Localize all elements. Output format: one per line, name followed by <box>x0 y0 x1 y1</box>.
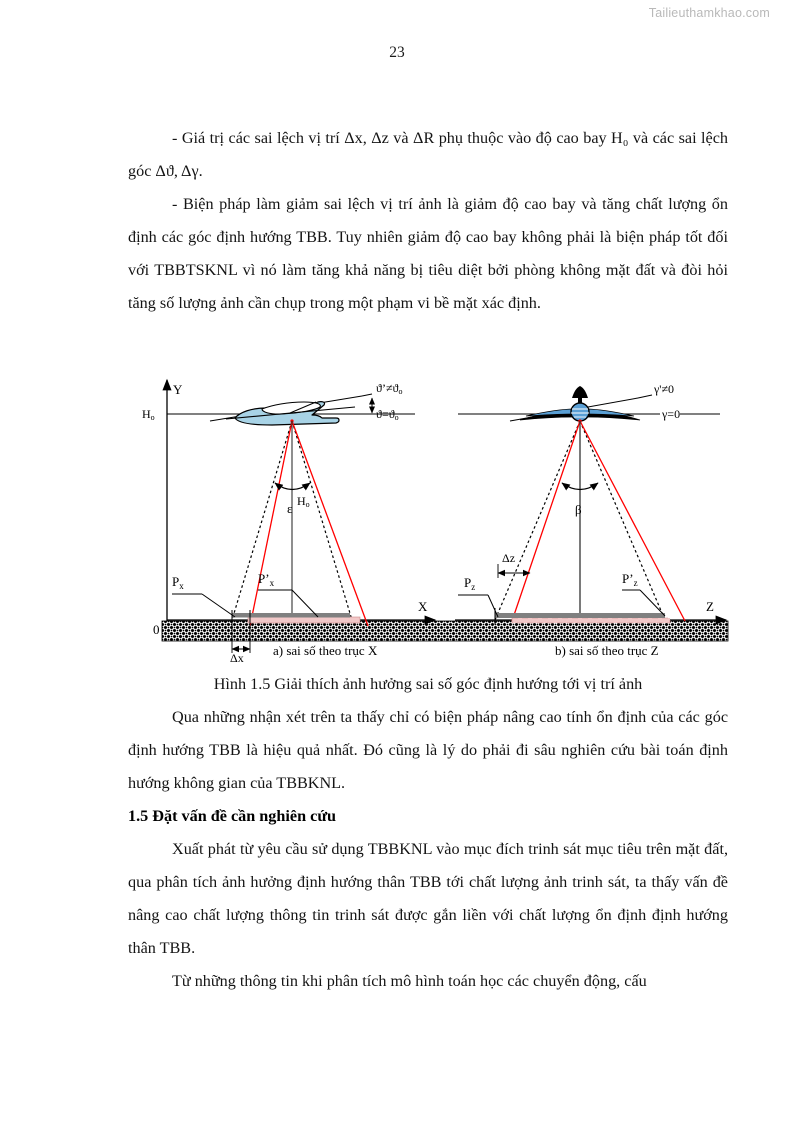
image-bar-shifted-left <box>248 617 360 623</box>
caption-panel-z: b) sai số theo trục Z <box>555 643 659 658</box>
page-number: 23 <box>389 44 405 61</box>
pxprime-leader-d <box>292 590 318 617</box>
paragraph-5: Từ những thông tin khi phân tích mô hình toán học các chuyển động, cấu <box>172 972 647 990</box>
error-ray-right-1 <box>512 421 580 621</box>
pxprime-label: $P’_x$ <box>258 571 275 588</box>
y-axis-label: Y <box>173 382 183 397</box>
pzprime-leader-d <box>640 590 665 616</box>
pitch-error-leader <box>362 394 372 396</box>
roll-error-label: γ'≠0 <box>654 382 675 396</box>
paragraph-4: Xuất phát từ yêu cầu sử dụng TBBKNL vào mục đích trinh sát mục tiêu trên mặt đất, qua phân tích ảnh hưởng định hướng thân TBB tới chất lượng ảnh trinh sát, ta thấy vấn đề nâng cao chất lượng thông tin trinh sát được gắn liền với chất lượng ổn định định hướng thân TBB. <box>128 840 728 957</box>
error-ray-right-2 <box>580 421 685 621</box>
image-bar-nominal-right <box>495 613 665 618</box>
roll-nominal-label: γ=0 <box>662 407 681 421</box>
image-bar-shifted-right <box>512 618 670 623</box>
error-ray-left-1 <box>250 421 292 626</box>
error-ray-left-2 <box>292 421 368 626</box>
pz-label: $P_z$ <box>464 575 476 592</box>
x-axis-label: X <box>418 599 428 614</box>
paragraph-2: - Biện pháp làm giảm sai lệch vị trí ảnh là giảm độ cao bay và tăng chất lượng ổn định các góc định hướng TBB. Tuy nhiên giảm độ cao bay không phải là biện pháp tốt đối với TBBTSKNL vì nó làm tăng khả năng bị tiêu diệt bởi phòng không mặt đất và đòi hỏi tăng số lượng ảnh cần chụp trong một phạm vi bề mặt xác định. <box>128 195 728 312</box>
figure-1-5 <box>140 368 730 664</box>
watermark: Tailieuthamkhao.com <box>648 6 770 20</box>
pz-leader-d <box>488 595 498 617</box>
caption-panel-x: a) sai số theo trục X <box>273 643 378 658</box>
aircraft-front-view <box>520 386 640 421</box>
altitude-axis-label: Ho <box>142 407 155 422</box>
nominal-ray-left-2 <box>292 421 352 620</box>
pitch-nominal-label: ϑ=ϑo <box>376 407 399 422</box>
beta-angle-label: β <box>575 502 582 517</box>
pitch-error-label: ϑ’≠ϑo <box>376 381 403 396</box>
diagram-panel-z <box>455 382 726 658</box>
epsilon-angle-label: ε <box>287 501 293 516</box>
origin-label: 0 <box>153 622 160 637</box>
paragraph-1: - Giá trị các sai lệch vị trí Δx, Δz và ΔR phụ thuộc vào độ cao bay H₀ và các sai lệch góc Δϑ, Δγ. <box>128 129 728 180</box>
nominal-ray-right-1 <box>495 421 580 620</box>
section-heading-1-5: 1.5 Đặt vấn đề cần nghiên cứu <box>128 807 337 825</box>
delta-x-label: Δx <box>230 651 244 664</box>
body-text-bottom <box>128 668 728 998</box>
roll-error-leader <box>638 395 652 398</box>
z-axis-label: Z <box>706 599 714 614</box>
body-text-top <box>128 122 728 320</box>
figure-caption: Hình 1.5 Giải thích ảnh hưởng sai số góc định hướng tới vị trí ảnh <box>213 675 643 693</box>
delta-z-label: Δz <box>502 551 516 565</box>
pzprime-label: $P’_z$ <box>622 571 638 588</box>
altitude-center-label-left: Ho <box>297 494 310 509</box>
ground-hatching <box>162 621 728 641</box>
px-leader-d <box>202 594 235 617</box>
px-label: $P_x$ <box>172 574 184 591</box>
paragraph-3: Qua những nhận xét trên ta thấy chỉ có biện pháp nâng cao tính ổn định của các góc định hướng TBB là hiệu quả nhất. Đó cũng là lý do phải đi sâu nghiên cứu bài toán định hướng không gian của TBBKNL. <box>128 708 728 792</box>
